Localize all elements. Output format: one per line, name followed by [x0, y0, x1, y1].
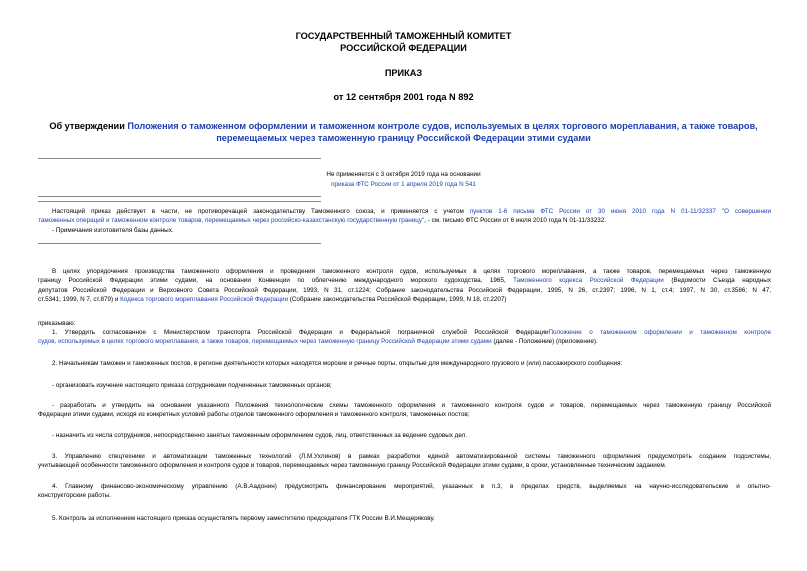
- title-link-line2[interactable]: перемещаемых через таможенную границу Российской Федерации этими судами: [216, 132, 591, 143]
- divider-bottom: [38, 243, 321, 244]
- order-word: приказываю:: [38, 320, 76, 327]
- doc-title: [30, 121, 777, 144]
- item1-text: 1. Утвердить согласованное с Министерством транспорта Российской Федерации и Федеральной пограничной службой Российской Федерации: [52, 329, 549, 336]
- title-link-line1[interactable]: Положения о таможенном оформлении и таможенном контроле судов, используемых в целях торгового мореплавания, а также товаров,: [127, 121, 758, 131]
- preamble-paragraph: [38, 267, 771, 304]
- status-line: Не применяется с 3 октября 2019 года на основании: [326, 171, 481, 178]
- doc-type: ПРИКАЗ: [384, 68, 423, 78]
- bullet-3: - назначить из числа сотрудников, непосредственно занятых таможенным оформлением судов, лиц, ответственных за ведение судовых дел.: [52, 432, 468, 439]
- item-4: [38, 482, 771, 501]
- item-1: [38, 328, 771, 347]
- status-link[interactable]: приказа ФТС России от 1 апреля 2019 года N 541: [331, 180, 476, 188]
- item-2: 2. Начальникам таможен и таможенных постов, в регионе деятельности которых находятся морские и речные порты, открытые для международного грузового и (или) пассажирского сообщения:: [52, 360, 623, 367]
- bullet2-line2: Федерации этими судами, исходя из конкретных условий работы отделов таможенного оформления и таможенного контроля, таможенных постов;: [38, 411, 470, 419]
- divider-mid-1: [38, 196, 321, 197]
- customs-code-link[interactable]: Таможенного кодекса Российской Федерации: [513, 277, 664, 285]
- preamble-text4b: (Собрание законодательства Российской Федерации, 1999, N 18, ст.2207): [288, 295, 507, 303]
- bullet-2: [38, 401, 771, 420]
- item3-line1: 3. Управлению спецтехники и автоматизации таможенных технологий (Л.М.Ухлинов) в рамках разработки единой автоматизированной системы таможенного оформления предусмотреть создание подсистемы,: [52, 453, 771, 460]
- bullet2-line1: - разработать и утвердить на основании указанного Положения технологические схемы таможенного оформления и таможенного контроля судов и товаров, перемещаемых через таможенную границу Российской: [52, 402, 771, 409]
- note-text1: Настоящий приказ действует в части, не противоречащей законодательству Таможенного союза, и применяется с учетом: [52, 208, 470, 215]
- org-name-line2: РОССИЙСКОЙ ФЕДЕРАЦИИ: [340, 43, 467, 53]
- maritime-code-link[interactable]: Кодекса торгового мореплавания Российской Федерации: [120, 295, 289, 303]
- org-name-line1: ГОСУДАРСТВЕННЫЙ ТАМОЖЕННЫЙ КОМИТЕТ: [295, 31, 512, 41]
- note-link-line2[interactable]: таможенных операций и таможенном контроле товаров, перемещаемых через российско-казахстанскую государственную границу": [38, 217, 425, 225]
- preamble-line3: депутатов Российской Федерации и Верховного Совета Российской Федерации, 1993, N 31, ст.1224; Собрание законодательства Российской Федерации, 1995, N 26, ст.2397; 1996, N 1, ст.4; 1997, N 30, ст.3586; N 47,: [38, 286, 771, 294]
- item-5: 5. Контроль за исполнением настоящего приказа осуществлять первому заместителю председателя ГТК России В.И.Мещерякову.: [52, 515, 435, 522]
- divider-top: [38, 158, 321, 159]
- item4-line2: конструкторские работы.: [38, 492, 111, 500]
- item-3: [38, 452, 771, 471]
- title-prefix: Об утверждении: [49, 121, 128, 131]
- divider-mid-2: [38, 201, 321, 202]
- note-editor: - Примечания изготовителя базы данных.: [52, 226, 174, 234]
- bullet-1: - организовать изучение настоящего приказа сотрудниками подчиненных таможенных органов;: [52, 382, 332, 389]
- status-block: [0, 170, 807, 189]
- preamble-text2b: (Ведомости Съезда народных: [663, 277, 771, 285]
- item1-tail: (далее - Положение) (приложение).: [491, 338, 598, 346]
- doc-date-number: от 12 сентября 2001 года N 892: [333, 92, 474, 102]
- note-paragraph: [38, 207, 771, 235]
- preamble-text4a: ст.5341; 1999, N 7, ст.879) и: [38, 295, 121, 303]
- item3-line2: учитывающей особенности таможенного оформления и контроля судов и товаров, перемещаемых через таможенную границу Российской Федерации этими судами, в сроки, установленные техническим заданием.: [38, 462, 667, 470]
- preamble-text2a: границу Российской Федерации этими судами, на основании Конвенции по облегчению международного морского судоходства, 1965,: [38, 277, 514, 285]
- item4-line1: 4. Главному финансово-экономическому управлению (А.В.Аадонин) предусмотреть финансирование мероприятий, указанных в п.3, в пределах средств, выделяемых на научно-исследовательские и опытно-: [52, 483, 771, 490]
- regulation-link-line2[interactable]: судов, используемых в целях торгового мореплавания, а также товаров, перемещаемых через таможенную границу Российской Федерации этими судами: [38, 338, 492, 346]
- preamble-line1: В целях упорядочения производства таможенного оформления и проведения таможенного контроля судов, используемых в целях торгового мореплавания, а также товаров, перемещаемых через таможенную: [52, 268, 771, 275]
- note-text2: , - см. письмо ФТС России от 6 июля 2010 года N 01-11/33232.: [424, 217, 606, 225]
- regulation-link-line1[interactable]: Положение о таможенном оформлении и таможенном контроле: [548, 329, 771, 336]
- note-link-line1[interactable]: пунктов 1-6 письма ФТС России от 30 июня 2010 года N 01-11/32337 "О совершении: [469, 208, 771, 215]
